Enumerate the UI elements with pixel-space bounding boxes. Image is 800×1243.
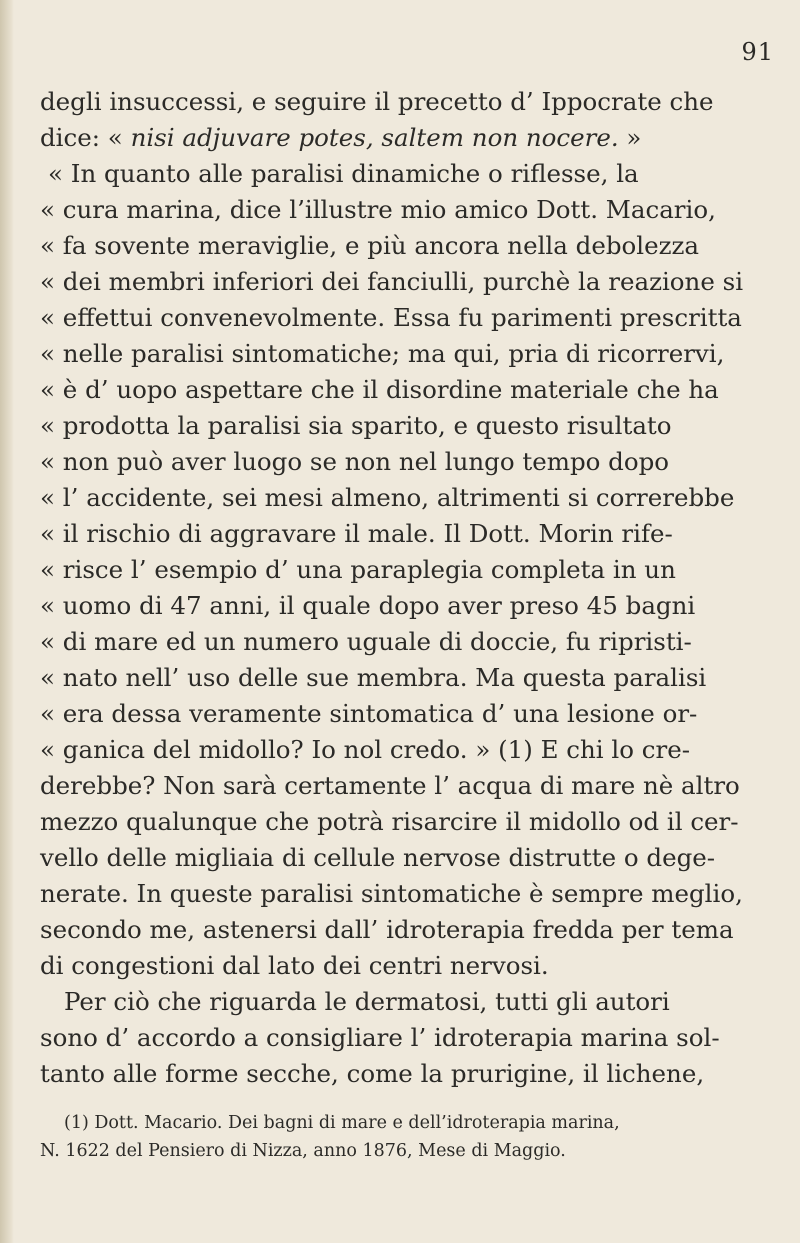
text-line: dice: « nisi adjuvare potes, saltem non nocere. » bbox=[40, 123, 642, 152]
text-line: « era dessa veramente sintomatica d’ una lesione or- bbox=[40, 699, 698, 728]
footnote-line: N. 1622 del Pensiero di Nizza, anno 1876, Mese di Maggio. bbox=[40, 1141, 566, 1161]
footnote-line: (1) Dott. Macario. Dei bagni di mare e dell’idroterapia marina, bbox=[64, 1113, 620, 1133]
text-line: « uomo di 47 anni, il quale dopo aver preso 45 bagni bbox=[40, 591, 696, 620]
text-line: « è d’ uopo aspettare che il disordine materiale che ha bbox=[40, 375, 719, 404]
text-line: « non può aver luogo se non nel lungo tempo dopo bbox=[40, 447, 670, 476]
text-line: « nato nell’ uso delle sue membra. Ma questa paralisi bbox=[40, 663, 707, 692]
text-line: nerate. In queste paralisi sintomatiche è sempre meglio, bbox=[40, 879, 743, 908]
text-line: vello delle migliaia di cellule nervose distrutte o dege- bbox=[40, 843, 716, 872]
text-line: « fa sovente meraviglie, e più ancora nella debolezza bbox=[40, 231, 700, 260]
text-line: « risce l’ esempio d’ una paraplegia completa in un bbox=[40, 555, 676, 584]
latin-quote: nisi adjuvare potes, saltem non nocere. bbox=[130, 123, 619, 152]
text-line: sono d’ accordo a consigliare l’ idroterapia marina sol- bbox=[40, 1023, 720, 1052]
text-line: secondo me, astenersi dall’ idroterapia fredda per tema bbox=[40, 915, 734, 944]
page-number: 91 bbox=[741, 38, 774, 66]
text-line: « il rischio di aggravare il male. Il Dott. Morin rife- bbox=[40, 519, 673, 548]
text-line: « di mare ed un numero uguale di doccie, fu ripristi- bbox=[40, 627, 692, 656]
text-line: di congestioni dal lato dei centri nervosi. bbox=[40, 951, 549, 980]
text-line: derebbe? Non sarà certamente l’ acqua di mare nè altro bbox=[40, 771, 740, 800]
text-line: « ganica del midollo? Io nol credo. » (1) E chi lo cre- bbox=[40, 735, 690, 764]
text-line: mezzo qualunque che potrà risarcire il midollo od il cer- bbox=[40, 807, 739, 836]
text-line: tanto alle forme secche, come la prurigine, il lichene, bbox=[40, 1059, 705, 1088]
text-line: « nelle paralisi sintomatiche; ma qui, pria di ricorrervi, bbox=[40, 339, 725, 368]
text-line: « effettui convenevolmente. Essa fu parimenti prescritta bbox=[40, 303, 742, 332]
page-spine-shadow bbox=[0, 0, 14, 1243]
text-line: « cura marina, dice l’illustre mio amico Dott. Macario, bbox=[40, 195, 716, 224]
text-line: « l’ accidente, sei mesi almeno, altrimenti si correrebbe bbox=[40, 483, 735, 512]
text-line: Per ciò che riguarda le dermatosi, tutti gli autori bbox=[64, 987, 670, 1016]
text-line: « prodotta la paralisi sia sparito, e questo risultato bbox=[40, 411, 672, 440]
text-line: degli insuccessi, e seguire il precetto d’ Ippocrate che bbox=[40, 87, 714, 116]
text-line: « In quanto alle paralisi dinamiche o riflesse, la bbox=[48, 159, 639, 188]
text-line: « dei membri inferiori dei fanciulli, purchè la reazione si bbox=[40, 267, 744, 296]
